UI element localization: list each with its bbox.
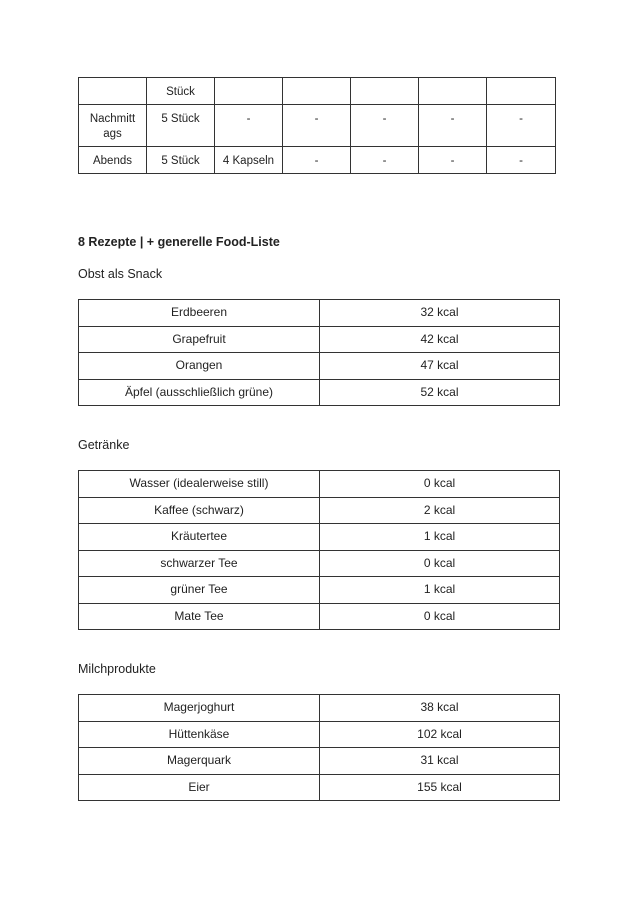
table-row [79, 326, 560, 353]
food-name: Äpfel (ausschließlich grüne) [79, 379, 320, 406]
row-label: Nachmitt ags [79, 105, 147, 147]
table-cell: - [351, 147, 419, 174]
table-cell: - [215, 105, 283, 147]
table-cell: - [419, 147, 487, 174]
table-row [79, 774, 560, 801]
table-row [79, 353, 560, 380]
table-cell: 4 Kapseln [215, 147, 283, 174]
table-row [79, 300, 560, 327]
table-cell: Stück [147, 78, 215, 105]
food-kcal: 31 kcal [320, 748, 560, 775]
table-row [79, 721, 560, 748]
food-name: Eier [79, 774, 320, 801]
table-row [79, 379, 560, 406]
food-name: Magerquark [79, 748, 320, 775]
table-row [79, 78, 556, 105]
table-cell: - [283, 105, 351, 147]
food-name: Magerjoghurt [79, 695, 320, 722]
table-cell: 5 Stück [147, 105, 215, 147]
food-name: Kräutertee [79, 524, 320, 551]
table-row [79, 550, 560, 577]
food-kcal: 1 kcal [320, 524, 560, 551]
table-cell: 5 Stück [147, 147, 215, 174]
table-cell: - [419, 105, 487, 147]
food-name: Orangen [79, 353, 320, 380]
food-table-fruit [78, 299, 560, 406]
table-row [79, 695, 560, 722]
table-row [79, 497, 560, 524]
food-kcal: 2 kcal [320, 497, 560, 524]
table-row [79, 524, 560, 551]
food-kcal: 1 kcal [320, 577, 560, 604]
section-heading: 8 Rezepte | + generelle Food-Liste [78, 235, 280, 249]
food-name: schwarzer Tee [79, 550, 320, 577]
food-kcal: 47 kcal [320, 353, 560, 380]
food-kcal: 0 kcal [320, 471, 560, 498]
table-cell: - [487, 147, 556, 174]
food-kcal: 52 kcal [320, 379, 560, 406]
table-row [79, 147, 556, 174]
food-name: Hüttenkäse [79, 721, 320, 748]
food-kcal: 0 kcal [320, 603, 560, 630]
table-row [79, 748, 560, 775]
food-kcal: 155 kcal [320, 774, 560, 801]
table-cell [487, 78, 556, 105]
food-kcal: 38 kcal [320, 695, 560, 722]
category-title: Obst als Snack [78, 267, 163, 281]
category-title: Milchprodukte [78, 662, 156, 676]
table-cell [351, 78, 419, 105]
table-row [79, 471, 560, 498]
food-kcal: 42 kcal [320, 326, 560, 353]
row-label [79, 78, 147, 105]
table-cell [215, 78, 283, 105]
table-cell: - [351, 105, 419, 147]
food-name: Mate Tee [79, 603, 320, 630]
food-name: grüner Tee [79, 577, 320, 604]
table-cell [283, 78, 351, 105]
schedule-table [78, 77, 556, 174]
row-label: Abends [79, 147, 147, 174]
table-row [79, 105, 556, 147]
category-title: Getränke [78, 438, 130, 452]
food-kcal: 102 kcal [320, 721, 560, 748]
table-row [79, 603, 560, 630]
food-kcal: 0 kcal [320, 550, 560, 577]
table-row [79, 577, 560, 604]
food-table-drinks [78, 470, 560, 630]
food-name: Kaffee (schwarz) [79, 497, 320, 524]
food-name: Grapefruit [79, 326, 320, 353]
table-cell [419, 78, 487, 105]
table-cell: - [283, 147, 351, 174]
food-table-dairy [78, 694, 560, 801]
food-name: Erdbeeren [79, 300, 320, 327]
table-cell: - [487, 105, 556, 147]
food-name: Wasser (idealerweise still) [79, 471, 320, 498]
food-kcal: 32 kcal [320, 300, 560, 327]
